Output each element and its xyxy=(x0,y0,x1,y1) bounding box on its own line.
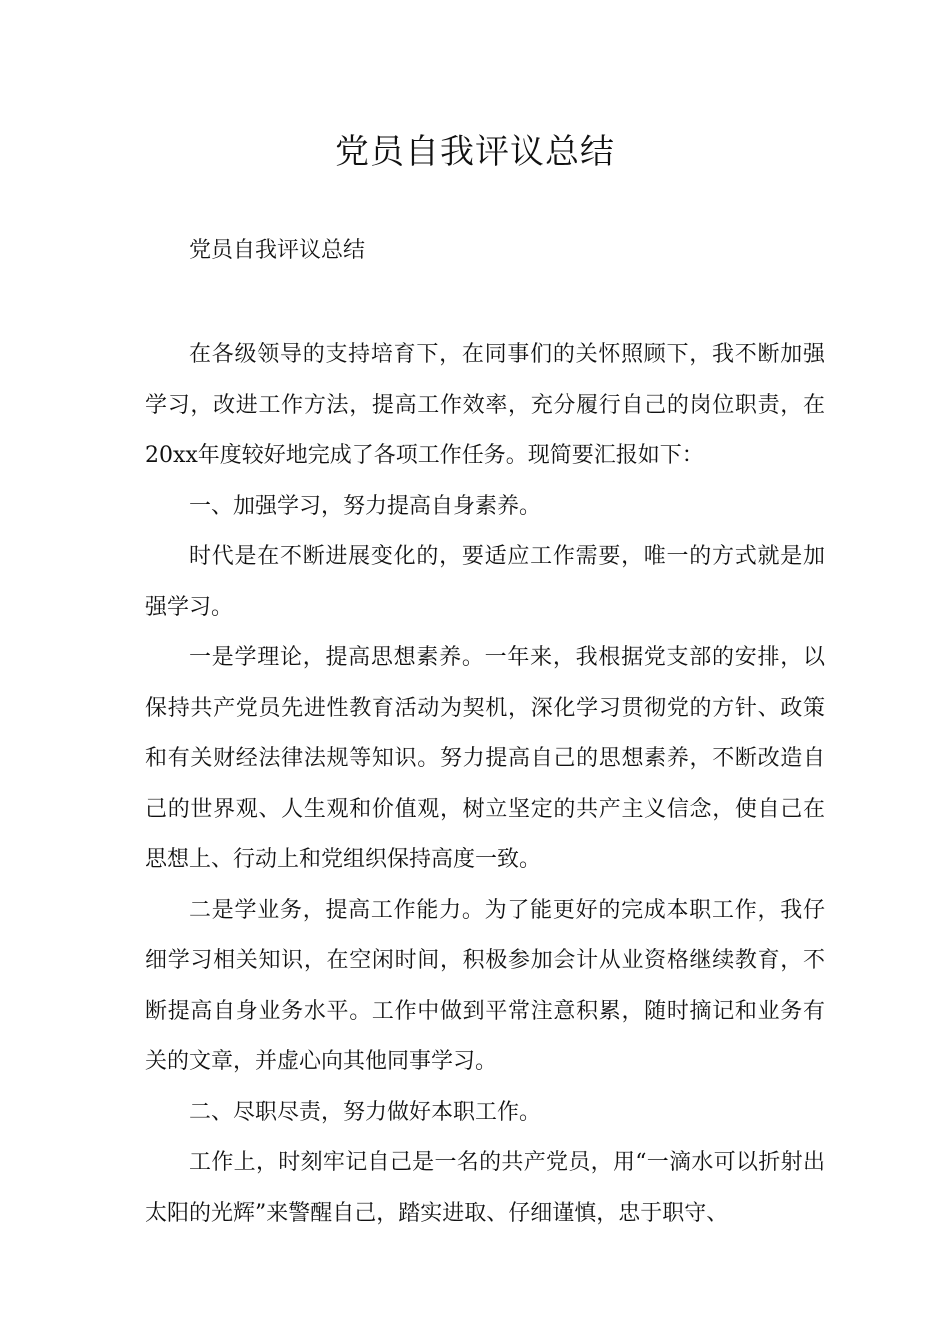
paragraph: 时代是在不断进展变化的，要适应工作需要，唯一的方式就是加强学习。 xyxy=(145,544,825,620)
paragraph: 在各级领导的支持培育下，在同事们的关怀照顾下，我不断加强学习，改进工作方法，提高工作效率，充分履行自己的岗位职责，在20xx年度较好地完成了各项工作任务。现简要汇报如下： xyxy=(145,342,825,468)
document-title: 党员自我评议总结 xyxy=(335,132,615,172)
paragraph: 一是学理论，提高思想素养。一年来，我根据党支部的安排，以保持共产党员先进性教育活动为契机，深化学习贯彻党的方针、政策和有关财经法律法规等知识。努力提高自己的思想素养，不断改造自己的世界观、人生观和价值观，树立坚定的共产主义信念，使自己在思想上、行动上和党组织保持高度一致。 xyxy=(145,645,825,872)
paragraph: 工作上，时刻牢记自己是一名的共产党员，用“一滴水可以折射出太阳的光辉”来警醒自己，踏实进取、仔细谨慎，忠于职守、 xyxy=(145,1150,825,1226)
section-heading: 一、加强学习，努力提高自身素养。 xyxy=(189,493,542,519)
section-heading: 二、尽职尽责，努力做好本职工作。 xyxy=(189,1099,542,1125)
document-body xyxy=(145,330,825,1239)
document-subtitle: 党员自我评议总结 xyxy=(189,238,366,263)
paragraph: 二是学业务，提高工作能力。为了能更好的完成本职工作，我仔细学习相关知识，在空闲时间，积极参加会计从业资格继续教育，不断提高自身业务水平。工作中做到平常注意积累，随时摘记和业务有关的文章，并虚心向其他同事学习。 xyxy=(145,897,825,1074)
